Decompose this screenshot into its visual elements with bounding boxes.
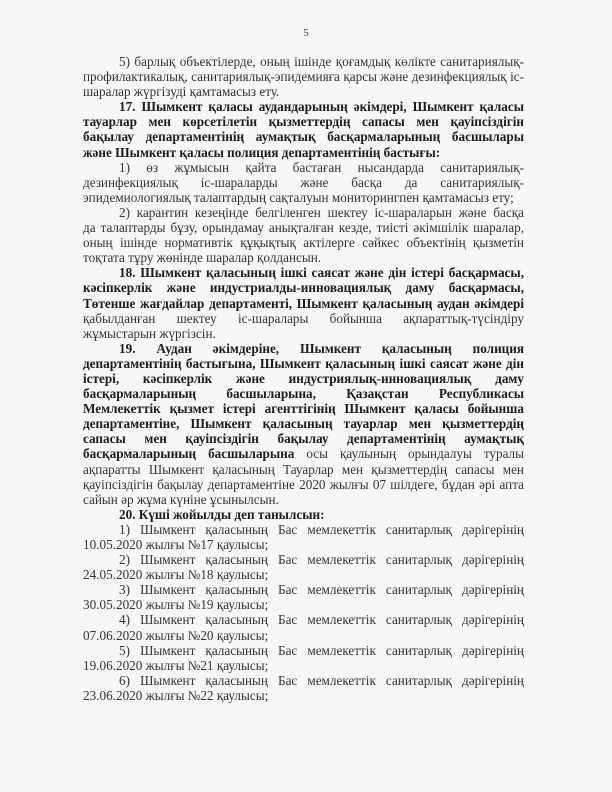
list-item [83,552,524,582]
text-line: сапасы мен қауіпсіздігін бақылау департаментінің аумақтық [83,431,524,447]
normal-fragment: осы қаулының орындалуы туралы [294,446,524,462]
page-number: 5 [303,27,309,39]
text-line: оның ішінде нормативтік құқықтық актілерге сәйкес объектінің қызметін [83,235,524,251]
paragraph-item-17-2 [83,205,524,265]
list-item [83,612,524,642]
revoked-resolutions-list [83,522,524,703]
list-item-body: Шымкент қаласының Бас мемлекеттік санитарлық дәрігерінің [140,612,524,628]
list-item [83,582,524,612]
text-line: тоқтата тұру жөнінде шаралар қолдансын. [83,250,322,266]
text-line: бақылау департаментінің аумақтық басқармаларының басшылары [83,129,524,145]
list-item-label: 5) [119,642,130,658]
list-item-body: Шымкент қаласының Бас мемлекеттік санитарлық дәрігерінің [140,582,524,598]
list-item-text [83,552,524,567]
paragraph-item-17 [83,99,524,159]
text-line: профилактикалық, санитариялық-эпидемияға қарсы және дезинфекциялық іс- [83,69,524,85]
text-line-mixed [83,446,524,461]
list-item-text [83,612,524,627]
text-line: ақпаратты Шымкент қаласының Тауарлар мен қызметтердің сапасы мен [83,461,524,477]
bold-fragment: басқармаларының басшыларына [83,446,295,462]
text-line: және Шымкент қаласы полиция департаментінің бастығы: [83,144,441,160]
text-line: 2) карантин кезеңінде белгіленген шектеу іс-шараларын және басқа [119,204,524,220]
list-item-text [83,643,524,658]
list-item-body: Шымкент қаласының Бас мемлекеттік санитарлық дәрігерінің [140,521,524,537]
list-item-body: Шымкент қаласының Бас мемлекеттік санитарлық дәрігерінің [140,642,524,658]
list-item-text [83,582,524,597]
list-item-label: 6) [119,672,130,688]
text-line: басқармаларының басшыларына, Қазақстан Республикасы [83,386,524,402]
text-line: 18. Шымкент қаласының ішкі саясат және дін істері басқармасы, [119,265,524,281]
list-item-date: 19.06.2020 жылғы №21 қаулысы; [83,657,269,673]
text-line: 5) барлық объектілерде, оның ішінде қоғамдық көлікте санитариялық- [119,54,524,69]
text-line: Төтенше жағдайлар департаменті, Шымкент қаласының аудан әкімдері [83,295,524,311]
text-line: шаралар жүргізуді қамтамасыз ету. [83,84,280,100]
list-item-text [83,522,524,537]
text-line: Мемлекеттік қызмет істері агенттігінің Шымкент қаласы бойынша [83,401,524,417]
list-item [83,522,524,552]
paragraph-item-16-5 [83,54,524,99]
text-line: 19. Аудан әкімдеріне, Шымкент қаласының полиция [119,340,524,356]
list-item-date: 23.06.2020 жылғы №22 қаулысы; [83,687,269,703]
list-item [83,673,524,703]
list-item-text [83,673,524,688]
list-item [83,643,524,673]
text-line: сайын әр жұма күніне ұсынылсын. [83,491,279,507]
text-line: тауарлар мен көрсетілетін қызметтердің сапасы мен қауіпсіздігін [83,114,524,130]
list-item-label: 3) [119,582,130,598]
list-item-body: Шымкент қаласының Бас мемлекеттік санитарлық дәрігерінің [140,552,524,568]
list-item-date: 24.05.2020 жылғы №18 қаулысы; [83,567,269,583]
list-item-label: 2) [119,552,130,568]
text-line: жұмыстарын жүргізсін. [83,325,216,341]
paragraph-item-20 [83,507,524,522]
paragraph-item-19 [83,341,524,507]
text-line: қауіпсіздігін бақылау департаментіне 2020 жылғы 07 шілдеге, бұдан әрі апта [83,476,524,492]
list-item-label: 1) [119,521,130,537]
text-line: департаментіне, Шымкент қаласының тауарлар мен қызметтердің [83,416,524,432]
list-item-date: 10.05.2020 жылғы №17 қаулысы; [83,537,269,552]
list-item-label: 4) [119,612,130,628]
text-line: 17. Шымкент қаласы аудандарының әкімдері, Шымкент қаласы [119,99,524,115]
paragraph-item-17-1 [83,160,524,205]
list-item-date: 07.06.2020 жылғы №20 қаулысы; [83,627,269,643]
text-line: эпидемиологиялық талаптардың сақталуын мониторингпен қамтамасыз ету; [83,189,514,205]
list-item-date: 30.05.2020 жылғы №19 қаулысы; [83,597,269,613]
text-line: да талаптарды бұзу, орындамау анықталған кезде, тиісті әкімшілік шаралар, [83,220,524,236]
text-line: 20. Күші жойылды деп танылсын: [119,506,325,522]
list-item-body: Шымкент қаласының Бас мемлекеттік санитарлық дәрігерінің [140,672,524,688]
text-line: істері, кәсіпкерлік және индустриялық-инновациялық даму [83,370,524,386]
text-line: 1) өз жұмысын қайта бастаған нысандарда санитариялық- [119,159,524,175]
document-body [83,54,524,703]
text-line: департаментінің бастығына, Шымкент қаласының ішкі саясат және дін [83,355,524,371]
text-line: дезинфекциялық іс-шараларды және басқа да санитариялық- [83,174,524,190]
text-line: қабылданған шектеу іс-шаралары бойынша ақпараттық-түсіндіру [83,310,524,326]
text-line: кәсіпкерлік және индустриалды-инновациялық даму басқармасы, [83,280,524,296]
paragraph-item-18 [83,265,524,340]
